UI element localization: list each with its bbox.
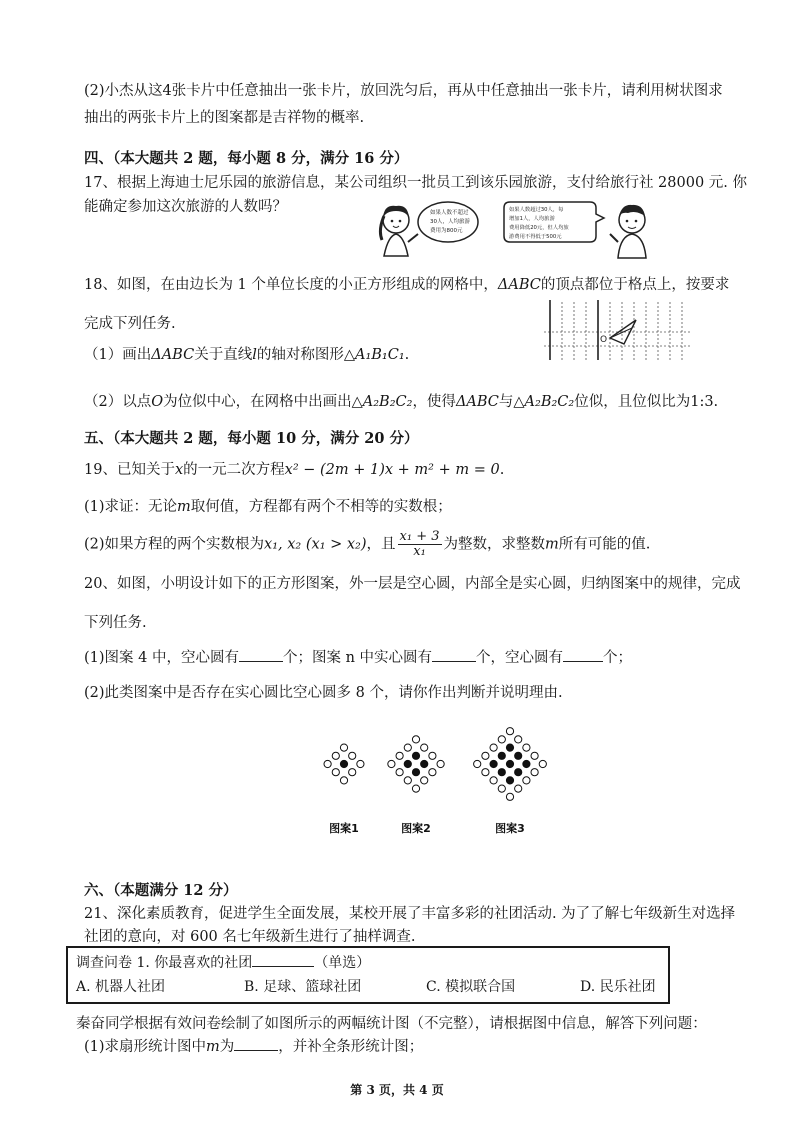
hollow-circle [429,752,436,759]
q19-equation: x² − (2m + 1)x + m² + m = 0 [284,462,500,478]
hollow-circle [515,785,522,792]
q18-part1-line-l: l [252,347,257,363]
hollow-circle [340,744,347,751]
hollow-circle [404,744,411,751]
hollow-circle [539,760,546,767]
solid-circle [498,769,505,776]
q20-blank-2[interactable] [432,647,476,662]
hollow-circle [437,760,444,767]
q18-part2-o: O [151,394,164,410]
hollow-circle [396,769,403,776]
hollow-circle [506,728,513,735]
q21-line3: 秦奋同学根据有效问卷绘制了如图所示的两幅统计图（不完整），请根据图中信息，解答下列问题： [76,1016,707,1032]
survey-title-pre: 调查问卷 1. 你最喜欢的社团 [76,955,253,971]
hollow-circle [429,769,436,776]
solid-circle [498,752,505,759]
hollow-circle [482,769,489,776]
q18-part2-triangle: ΔABC [455,394,499,410]
hollow-circle [498,785,505,792]
q19-line1-mid: 的一元二次方程 [183,462,285,478]
q19-part1 [84,496,724,518]
q21-part1-m: m [206,1039,220,1055]
solid-circle [506,760,513,767]
bubble-right-line-2: 增加1人，人均旅游 [509,216,555,222]
solid-circle [421,760,428,767]
q18-line1 [84,274,730,296]
hollow-circle [515,736,522,743]
survey-title-post: （单选） [314,955,371,971]
q18-line2: 完成下列任务. [84,316,176,332]
q17-cartoon-illustration [370,198,660,260]
solid-circle [515,752,522,759]
q18-part2-post: 位似，且位似比为1:3. [574,394,719,410]
hollow-circle [523,744,530,751]
bubble-left-line-1: 如果人数不超过 [430,210,469,216]
boy-cartoon-icon [610,205,646,258]
q19-var-x: x [174,462,184,478]
hollow-circle [349,752,356,759]
q18-part1-triangle: ΔABC [151,347,195,363]
q20-blank-3[interactable] [563,647,603,662]
q19-fraction-numerator: x₁ + 3 [399,529,440,544]
hollow-circle [482,752,489,759]
q18-line1-post: 的顶点都位于格点上，按要求 [540,277,730,293]
bubble-left-line-3: 费用为800元 [430,228,463,234]
q18-part2-figure2: △A₂B₂C₂ [513,394,575,410]
survey-title [76,952,660,974]
bubble-right-line-3: 费用降低20元，但人均旅 [509,225,569,231]
hollow-circle [498,736,505,743]
q18-part2-mid: 为位似中心，在网格中出画出 [163,394,352,410]
q19-part2-pre: (2)如果方程的两个实数根为 [84,536,265,553]
hollow-circle [531,769,538,776]
q19-part2-post: 为整数，求整数 [443,536,546,553]
girl-cartoon-icon [380,206,418,256]
survey-option-d[interactable]: D. 民乐社团 [580,979,656,995]
q21-survey-box [66,946,670,1004]
solid-circle [490,760,497,767]
q19-part1-post: 取何值，方程都有两个不相等的实数根； [190,499,452,515]
q21-blank-m[interactable] [234,1036,278,1051]
hollow-circle [412,736,419,743]
q20-part1-a: (1)图案 4 中，空心圆有 [84,650,239,666]
hollow-circle [523,777,530,784]
q20-part1-c: 个，空心圆有 [476,650,564,666]
q19-part2-mid: ，且 [366,536,396,553]
q16-part2-line2: 抽出的两张卡片上的图案都是吉祥物的概率. [84,110,365,126]
section-4-heading: 四、（本大题共 2 题，每小题 8 分，满分 16 分） [84,150,409,167]
q19-line1-pre: 19、已知关于 [84,462,175,478]
q20-line1: 20、如图，小明设计如下的正方形图案，外一层是空心圆，内部全是实心圆，归纳图案中的规律，完成 [84,576,741,592]
hollow-circle [531,752,538,759]
q21-part1 [84,1036,724,1058]
hollow-circle [474,760,481,767]
q21-part1-pre: (1)求扇形统计图中 [84,1039,207,1055]
solid-circle [340,760,347,767]
q19-part1-m: m [177,499,191,515]
q20-part1-b: 个；图案 n 中实心圆有 [282,650,433,666]
survey-option-b[interactable]: B. 足球、篮球社团 [244,979,362,995]
bubble-left-line-2: 30人，人均旅游 [430,219,470,225]
pattern-1 [324,744,364,784]
hollow-circle [340,777,347,784]
hollow-circle [332,752,339,759]
q18-part1: （1）画出ΔABC关于直线l的轴对称图形△A₁B₁C₁. [84,347,410,363]
hollow-circle [506,793,513,800]
section-5-heading: 五、（本大题共 2 题，每小题 10 分，满分 20 分） [84,430,419,447]
solid-circle [412,769,419,776]
hollow-circle [412,785,419,792]
q20-part1 [84,647,724,669]
hollow-circle [324,760,331,767]
solid-circle [412,752,419,759]
q20-part2: (2)此类图案中是否存在实心圆比空心圆多 8 个，请你作出判断并说明理由. [84,685,563,701]
solid-circle [506,777,513,784]
q19-part1-pre: (1)求证：无论 [84,499,178,515]
solid-circle [523,760,530,767]
pattern-3 [474,728,547,801]
survey-option-a[interactable]: A. 机器人社团 [76,979,166,995]
q21-line2: 社团的意向，对 600 名七年级新生进行了抽样调查. [84,929,416,945]
q21-part1-post: ，并补全条形统计图； [278,1039,424,1055]
hollow-circle [357,760,364,767]
q18-line1-triangle: ΔABC [497,277,541,293]
q18-part2 [84,391,724,413]
q20-blank-1[interactable] [239,647,283,662]
q18-part2-mid3: 与 [498,394,514,410]
hollow-circle [490,744,497,751]
hollow-circle [421,744,428,751]
q18-part2-mid2: ，使得 [412,394,456,410]
survey-options [76,976,660,998]
survey-blank[interactable] [252,952,314,967]
hollow-circle [388,760,395,767]
survey-option-c[interactable]: C. 模拟联合国 [426,979,516,995]
hollow-circle [396,752,403,759]
q20-pattern-figure [300,700,580,840]
pattern-label-3: 图案3 [495,822,525,835]
q19-part2-end: 所有可能的值. [558,536,651,553]
q20-line2: 下列任务. [84,615,147,631]
solid-circle [404,760,411,767]
section-6-heading: 六、（本题满分 12 分） [84,882,238,899]
q19-part2 [84,530,724,559]
q18-part2-figure: △A₂B₂C₂ [351,394,413,410]
q19-part2-roots: x₁, x₂ (x₁ > x₂) [264,536,367,553]
solid-circle [506,744,513,751]
q19-line1: 19、已知关于x的一元二次方程x² − (2m + 1)x + m² + m = 0. [84,462,505,478]
q19-fraction-denominator: x₁ [413,544,426,559]
hollow-circle [332,769,339,776]
pattern-label-2: 图案2 [401,822,431,835]
q20-part1-d: 个； [603,650,633,666]
solid-circle [515,769,522,776]
q18-line1-pre: 18、如图，在由边长为 1 个单位长度的小正方形组成的网格中， [84,277,498,293]
q17-line1: 17、根据上海迪士尼乐园的旅游信息，某公司组织一批员工到该乐园旅游，支付给旅行社 28000 元. 你 [84,175,748,191]
hollow-circle [490,777,497,784]
pattern-2 [388,736,444,792]
bubble-right-line-1: 如果人数超过30人，每 [509,207,564,213]
q19-fraction [398,530,442,559]
hollow-circle [404,777,411,784]
bubble-right-line-4: 游费用不得低于500元 [509,234,562,240]
q21-part1-mid: 为 [219,1039,235,1055]
q18-part1-post: 的轴对称图形 [256,347,344,363]
hollow-circle [349,769,356,776]
grid-label-o: O [600,335,608,345]
q21-line1: 21、深化素质教育，促进学生全面发展，某校开展了丰富多彩的社团活动. 为了了解七年级新生对选择 [84,906,736,922]
q18-part1-pre: （1）画出 [84,347,152,363]
q18-part1-figure: △A₁B₁C₁ [343,347,405,363]
q17-line2: 能确定参加这次旅游的人数吗？ [84,199,287,215]
q18-part1-mid: 关于直线 [194,347,253,363]
q16-part2-line1: (2)小杰从这4张卡片中任意抽出一张卡片，放回洗匀后，再从中任意抽出一张卡片，请利用树状图求 [84,83,723,99]
page-footer: 第 3 页，共 4 页 [350,1083,444,1097]
q18-part2-pre: （2）以点 [84,394,152,410]
hollow-circle [421,777,428,784]
q19-part2-m: m [545,536,559,553]
pattern-label-1: 图案1 [329,822,359,835]
